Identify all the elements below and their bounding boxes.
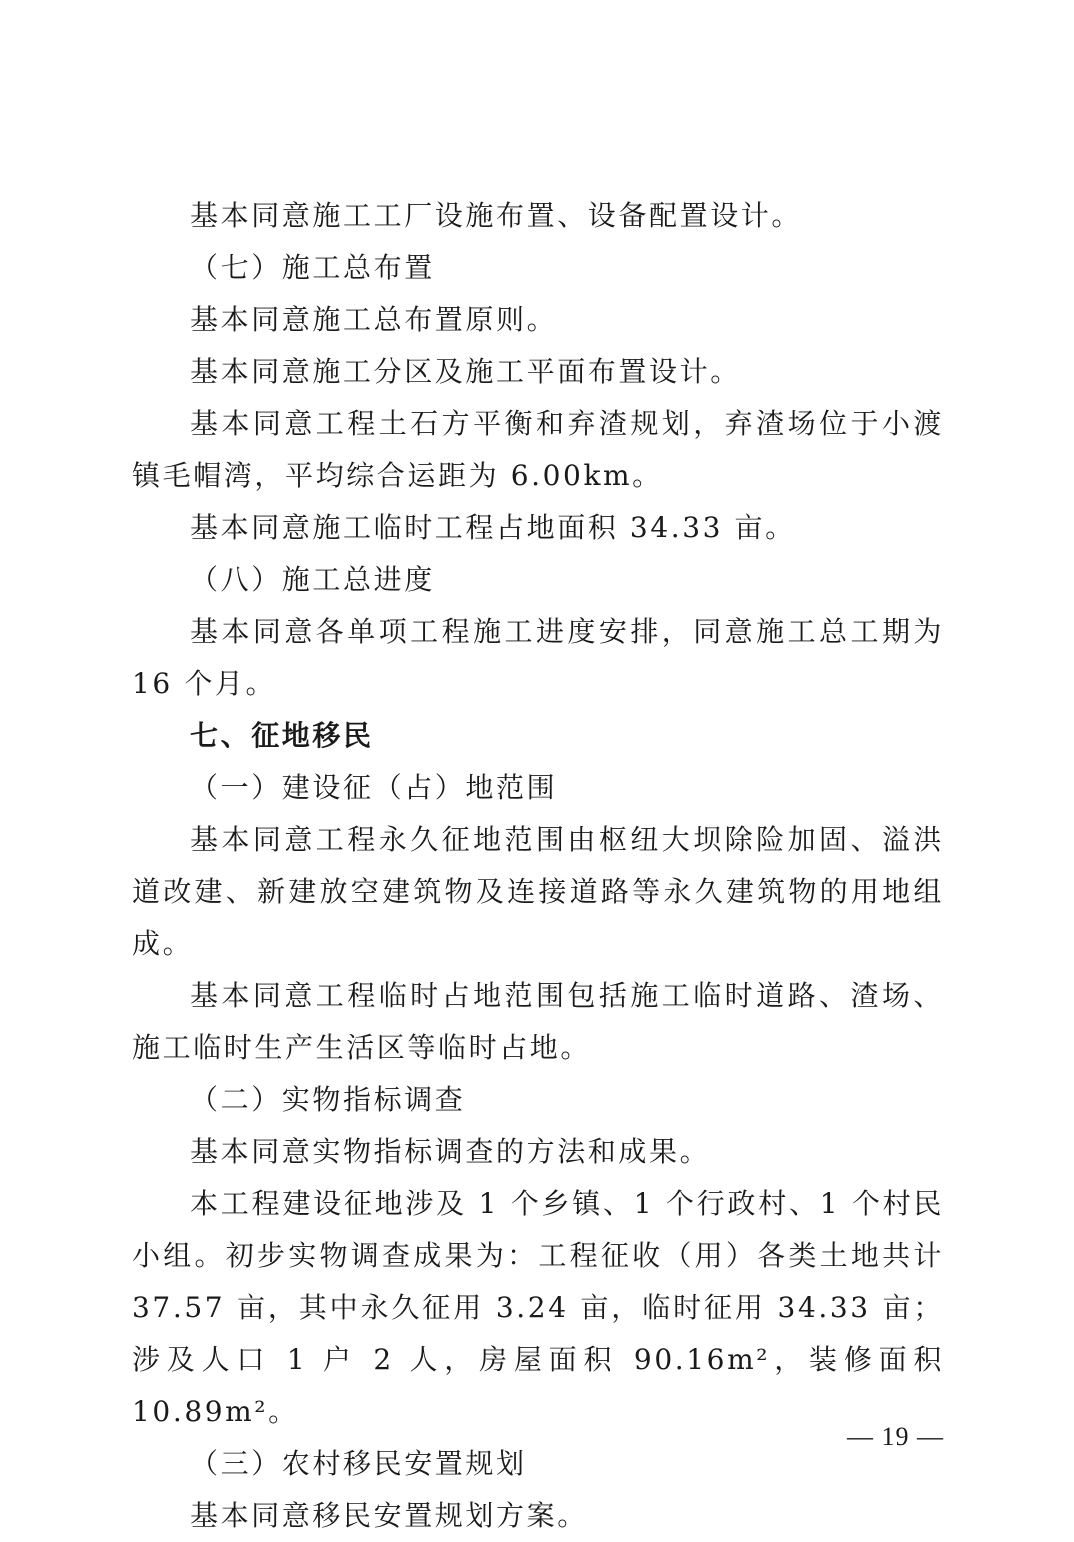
section-subheading: （八）施工总进度	[190, 563, 435, 596]
paragraph: 基本同意施工分区及施工平面布置设计。	[190, 355, 741, 388]
paragraph: 基本同意移民安置规划方案。	[190, 1499, 588, 1532]
section-subheading: （一）建设征（占）地范围	[190, 771, 558, 804]
paragraph: 基本同意工程永久征地范围由枢纽大坝除险加固、溢洪道改建、新建放空建筑物及连接道路等永久建筑物的用地组成。	[132, 823, 944, 960]
document-body	[132, 190, 944, 1542]
paragraph: 基本同意施工临时工程占地面积 34.33 亩。	[190, 511, 796, 544]
paragraph: 基本同意各单项工程施工进度安排，同意施工总工期为 16 个月。	[132, 615, 944, 700]
page-number: — 19 —	[847, 1422, 944, 1451]
paragraph: 基本同意实物指标调查的方法和成果。	[190, 1135, 711, 1168]
paragraph: 本工程建设征地涉及 1 个乡镇、1 个行政村、1 个村民小组。初步实物调查成果为：工程征收（用）各类土地共计 37.57 亩，其中永久征用 3.24 亩，临时征用 34.33 亩；涉及人口 1 户 2 人，房屋面积 90.16m²，装修面积 10.89m²。	[132, 1187, 944, 1428]
section-heading: 七、征地移民	[190, 719, 374, 752]
section-subheading: （三）农村移民安置规划	[190, 1447, 527, 1480]
section-subheading: （二）实物指标调查	[190, 1083, 466, 1116]
paragraph: 基本同意工程土石方平衡和弃渣规划，弃渣场位于小渡镇毛帽湾，平均综合运距为 6.00km。	[132, 407, 944, 492]
section-subheading: （七）施工总布置	[190, 251, 435, 284]
paragraph: 基本同意施工工厂设施布置、设备配置设计。	[190, 199, 803, 232]
paragraph: 基本同意工程临时占地范围包括施工临时道路、渣场、施工临时生产生活区等临时占地。	[132, 979, 944, 1064]
paragraph: 基本同意施工总布置原则。	[190, 303, 558, 336]
